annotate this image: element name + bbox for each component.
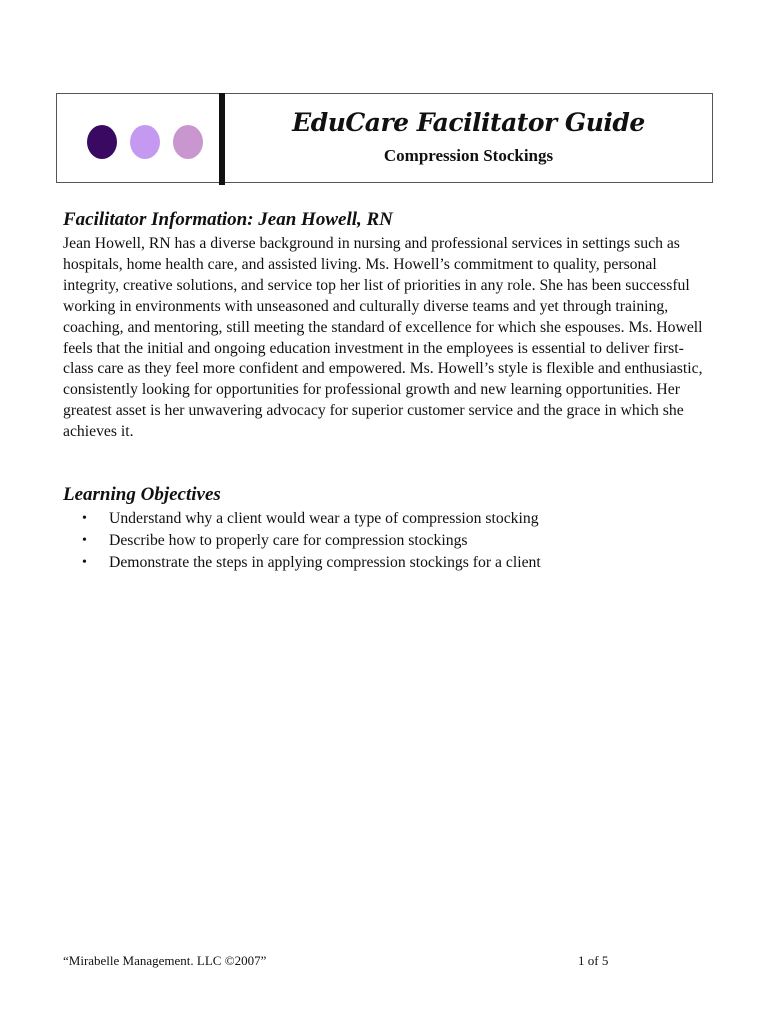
objective-text: Demonstrate the steps in applying compression stockings for a client — [109, 554, 541, 571]
objectives-heading: Learning Objectives — [63, 484, 221, 505]
bullet-icon: • — [82, 555, 87, 570]
footer-copyright: “Mirabelle Management. LLC ©2007” — [63, 953, 267, 968]
list-item — [82, 508, 541, 530]
lavender-circle-icon — [130, 125, 160, 159]
objective-text: Understand why a client would wear a type of compression stocking — [109, 510, 539, 527]
header-box — [56, 93, 713, 183]
header-divider — [219, 93, 225, 185]
dark-purple-circle-icon — [87, 125, 117, 159]
mauve-circle-icon — [173, 125, 203, 159]
facilitator-bio: Jean Howell, RN has a diverse background in nursing and professional services in settings such as hospitals, home health care, and assisted living. Ms. Howell’s commitment to quality, personal integrity, creative solutions, and service top her list of priorities in any role. She has been successful working in environments with unseasoned and culturally diverse teams and yet through training, coaching, and mentoring, still meeting the standard of excellence for which she espouses. Ms. Howell feels that the initial and ongoing education investment in the employees is essential to deliver first-class care as they feel more confident and empowered. Ms. Howell’s style is flexible and enthusiastic, consistently looking for opportunities for professional growth and new learning opportunities. Her greatest asset is her unwavering advocacy for superior customer service and the grace in which she achieves it. — [63, 235, 703, 441]
objective-text: Describe how to properly care for compression stockings — [109, 532, 468, 549]
page-number: 1 of 5 — [578, 953, 609, 968]
list-item — [82, 530, 541, 552]
objectives-list — [82, 508, 541, 574]
guide-subtitle: Compression Stockings — [383, 146, 554, 165]
facilitator-heading: Facilitator Information: Jean Howell, RN — [63, 209, 393, 230]
guide-title: EduCare Facilitator Guide — [292, 108, 645, 137]
list-item — [82, 552, 541, 574]
bullet-icon: • — [82, 533, 87, 548]
bullet-icon: • — [82, 511, 87, 526]
